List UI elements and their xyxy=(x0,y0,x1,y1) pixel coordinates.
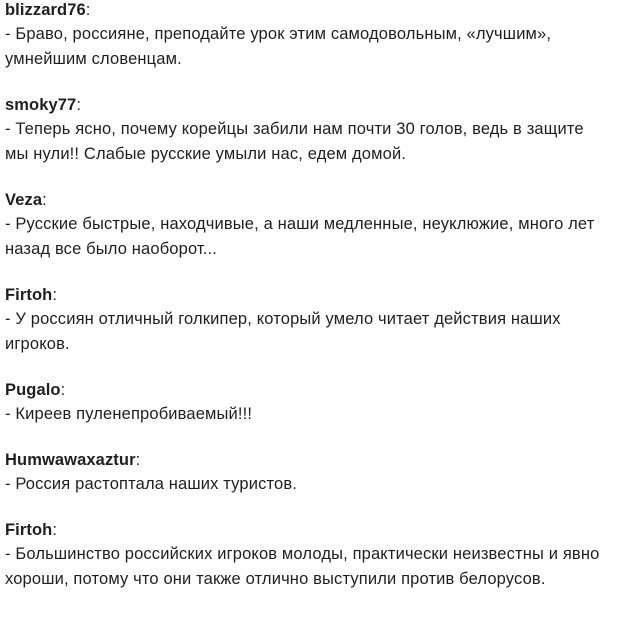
comment-author-line xyxy=(5,520,615,542)
comment xyxy=(5,190,615,262)
author-separator: : xyxy=(76,96,82,114)
comment-author-line xyxy=(5,0,615,22)
author-separator: : xyxy=(52,521,58,539)
comment xyxy=(5,520,615,592)
comment-author: Veza xyxy=(5,191,43,209)
comment-author-line xyxy=(5,95,615,117)
comment-text: - Теперь ясно, почему корейцы забили нам почти 30 голов, ведь в защите мы нули!! Слабые русские умыли нас, едем домой. xyxy=(5,120,584,163)
comment-author-line xyxy=(5,190,615,212)
author-separator: : xyxy=(60,381,66,399)
comment xyxy=(5,285,615,357)
comment-text: - Россия растоптала наших туристов. xyxy=(5,475,297,493)
comment xyxy=(5,0,615,72)
comment-author-line xyxy=(5,285,615,307)
comment xyxy=(5,95,615,167)
comment-author-line xyxy=(5,450,615,472)
author-separator: : xyxy=(85,1,91,19)
comment xyxy=(5,450,615,497)
comment-text: - У россиян отличный голкипер, который умело читает действия наших игроков. xyxy=(5,310,561,353)
author-separator: : xyxy=(52,286,58,304)
comment-text: - Русские быстрые, находчивые, а наши медленные, неуклюжие, много лет назад все было наоборот... xyxy=(5,215,595,258)
comment-author: blizzard76 xyxy=(5,1,86,19)
comment-author: Humwawaxaztur xyxy=(5,451,136,469)
comment-text: - Браво, россияне, преподайте урок этим самодовольным, «лучшим», умнейшим словенцам. xyxy=(5,25,552,68)
comment-author: Firtoh xyxy=(5,286,53,304)
comment-text: - Киреев пуленепробиваемый!!! xyxy=(5,405,253,423)
comment-text: - Большинство российских игроков молоды, практически неизвестны и явно хороши, потому что они также отлично выступили против белорусов. xyxy=(5,545,600,588)
author-separator: : xyxy=(135,451,141,469)
comment-author: Firtoh xyxy=(5,521,53,539)
comment xyxy=(5,380,615,427)
author-separator: : xyxy=(42,191,47,209)
comment-author: smoky77 xyxy=(5,96,77,114)
comment-author-line xyxy=(5,380,615,402)
comment-author: Pugalo xyxy=(5,381,61,399)
